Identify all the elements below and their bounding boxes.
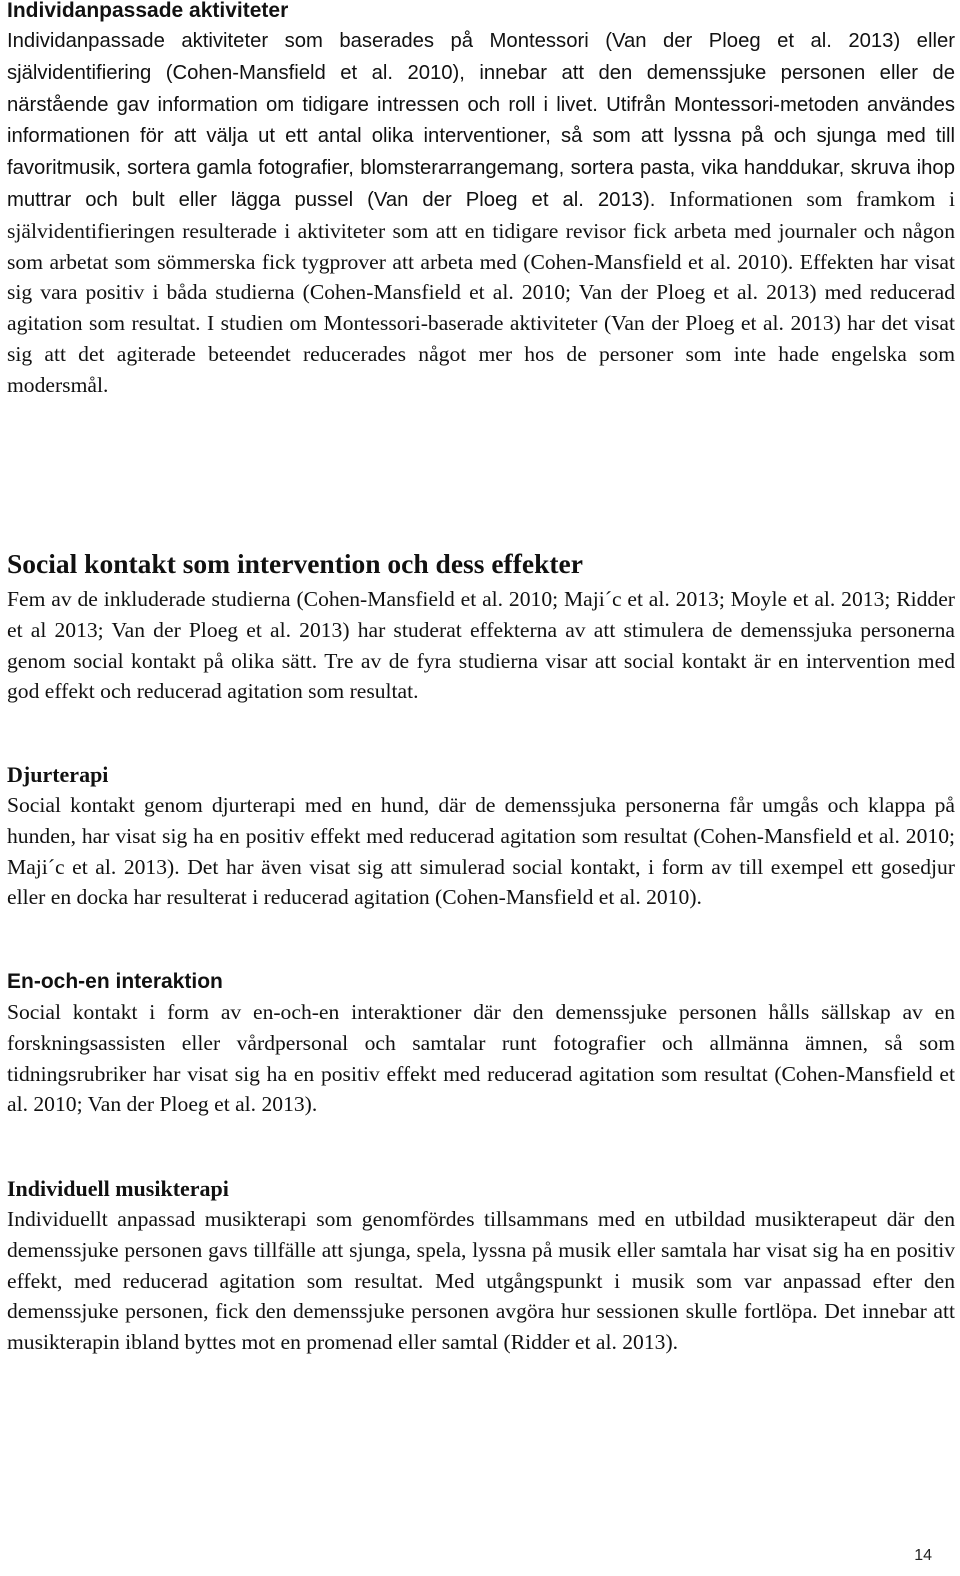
page-number: 14 [914, 1547, 932, 1564]
paragraph-individuell-musikterapi: Individuellt anpassad musikterapi som genomfördes tillsammans med en utbildad musikterapeut där den demenssjuke personen gavs tillfälle att sjunga, spela, lyssna på musik eller samtala har visat sig ha en positiv effekt, med reducerad agitation som resultat. Med utgångspunkt i musik som var anpassad efter den demenssjuke personen, fick den demenssjuke personen avgöra hur sessionen skulle fortlöpa. Det innebar att musikterapin ibland byttes mot en promenad eller samtal (Ridder et al. 2013). [7, 1207, 955, 1355]
paragraph-part-montessori: Individanpassade aktiviteter som baserades på Montessori (Van der Ploeg et al. 2013) eller självidentifiering (Cohen-Mansfield et al. 2010), innebar att den demenssjuke personen eller de närstående gav information om tidigare intressen och roll i livet. Utifrån Montessori-metoden användes informationen för att välja ut ett antal olika interventioner, så som att lyssna på och sjunga med till favoritmusik, sortera gamla fotografier, blomsterarrangemang, sortera pasta, vika handdukar, skruva ihop muttrar och bult eller lägga pussel (Van der Ploeg et al. 2013). [7, 30, 955, 211]
heading-en-och-en-interaktion: En-och-en interaktion [7, 970, 223, 993]
paragraph-djurterapi: Social kontakt genom djurterapi med en hund, där de demenssjuka personerna får umgås och klappa på hunden, har visat sig ha en positiv effekt med reducerad agitation som resultat (Cohen-Mansfield et al. 2010; Maji´c et al. 2013). Det har även visat sig att simulerad social kontakt, i form av till exempel ett gosedjur eller en docka har resulterat i reducerad agitation (Cohen-Mansfield et al. 2010). [7, 793, 955, 910]
paragraph-en-och-en-interaktion: Social kontakt i form av en-och-en interaktioner där den demenssjuke personen hålls sällskap av en forskningsassisten eller vårdpersonal och samtalar runt fotografier och allmänna ämnen, så som tidningsrubriker har visat sig ha en positiv effekt med reducerad agitation som resultat (Cohen-Mansfield et al. 2010; Van der Ploeg et al. 2013). [7, 1000, 955, 1117]
heading-individuell-musikterapi: Individuell musikterapi [7, 1176, 229, 1201]
heading-djurterapi: Djurterapi [7, 762, 109, 787]
paragraph-individanpassade-aktiviteter [7, 25, 955, 401]
heading-individanpassade-aktiviteter: Individanpassade aktiviteter [7, 0, 289, 22]
paragraph-social-kontakt: Fem av de inkluderade studierna (Cohen-Mansfield et al. 2010; Maji´c et al. 2013; Moyle et al. 2013; Ridder et al 2013; Van der Ploeg et al. 2013) har studerat effekterna av att stimulera de demenssjuka personerna genom social kontakt på olika sätt. Tre av de fyra studierna visar att social kontakt är en intervention med god effekt och reducerad agitation som resultat. [7, 587, 955, 704]
paragraph-part-sjalvidentifiering: Informationen som framkom i självidentifieringen resulterade i aktiviteter som att en tidigare revisor fick arbeta med journaler och någon som arbetat som sömmerska fick tygprover att arbeta med (Cohen-Mansfield et al. 2010). Effekten har visat sig vara positiv i båda studierna (Cohen-Mansfield et al. 2010; Van der Ploeg et al. 2013) med reducerad agitation som resultat. I studien om Montessori-baserade aktiviteter (Van der Ploeg et al. 2013) har det visat sig att det agiterade beteendet reducerades något mer hos de personer som inte hade engelska som modersmål. [7, 186, 956, 397]
section-title-social-kontakt: Social kontakt som intervention och dess effekter [7, 548, 583, 579]
